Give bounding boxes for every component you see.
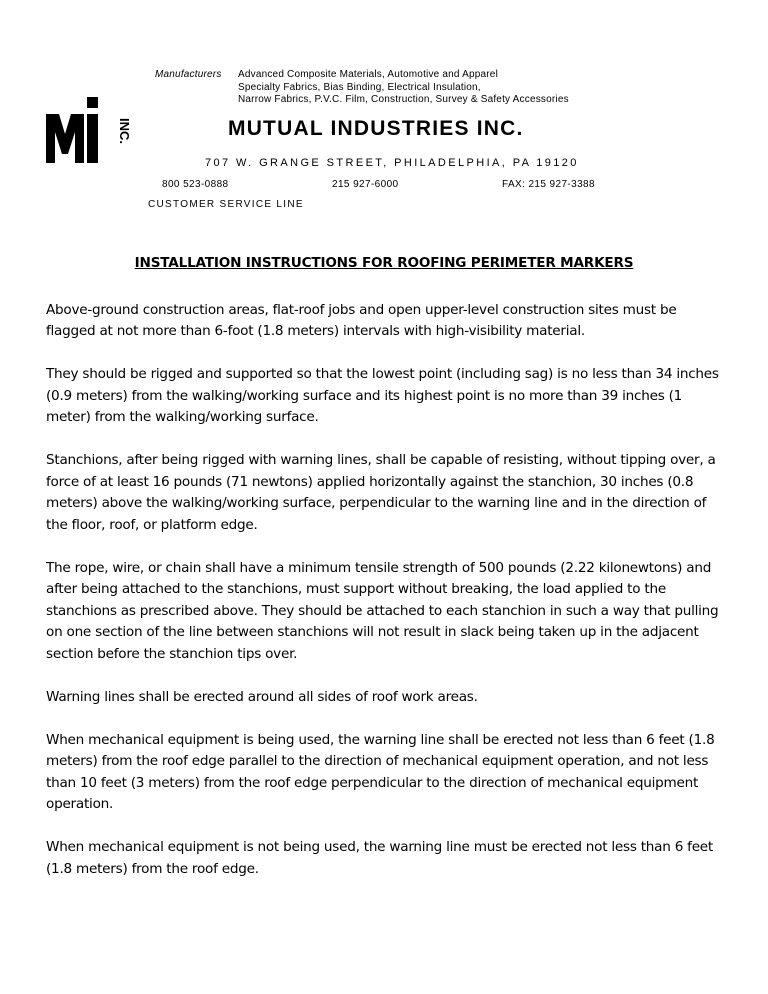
paragraph-mechanical-used: When mechanical equipment is being used, the warning line shall be erected not less than 6 feet (1.8 meters) from the roof edge parallel to the direction of mechanical equipment operation, and not less than 10 feet (3 meters) from the roof edge perpendicular to the direction of mechanical equipment operation. [46,731,715,812]
manufacturers-line: Specialty Fabrics, Bias Binding, Electrical Insulation, [238,81,481,93]
document-title: INSTALLATION INSTRUCTIONS FOR ROOFING PERIMETER MARKERS [134,255,634,271]
manufacturers-list [238,69,569,107]
paragraph-rigging-height: They should be rigged and supported so that the lowest point (including sag) is no less than 34 inches (0.9 meters) from the walking/working surface and its highest point is no more than 39 inches (1 meter) from the walking/working surface. [46,366,719,425]
paragraph-flagging: Above-ground construction areas, flat-roof jobs and open upper-level construction sites must be flagged at not more than 6-foot (1.8 meters) intervals with high-visibility material. [46,301,677,339]
logo-inc-text: INC. [117,118,132,144]
manufacturers-line: Advanced Composite Materials, Automotive and Apparel [238,69,498,80]
phone-number-local: 215 927-6000 [332,179,399,190]
manufacturers-label: Manufacturers [155,69,222,80]
company-name: MUTUAL INDUSTRIES INC. [228,117,524,140]
company-address: 707 W. GRANGE STREET, PHILADELPHIA, PA 19120 [205,157,579,169]
paragraph-stanchion-force: Stanchions, after being rigged with warning lines, shall be capable of resisting, without tipping over, a force of at least 16 pounds (71 newtons) applied horizontally against the stanchion, 30 inches (0.8 meters) above the walking/working surface, perpendicular to the warning line and in the direction of the floor, roof, or platform edge. [46,452,716,533]
company-logo [45,96,132,166]
manufacturers-line: Narrow Fabrics, P.V.C. Film, Construction, Survey & Safety Accessories [238,94,569,105]
logo-m-shape [46,114,84,163]
logo-i-stem [87,114,98,163]
letterhead [0,0,768,220]
paragraph-mechanical-not-used: When mechanical equipment is not being used, the warning line must be erected not less than 6 feet (1.8 meters) from the roof edge. [46,839,714,877]
phone-number-tollfree: 800 523-0888 [162,179,229,190]
customer-service-label: CUSTOMER SERVICE LINE [148,199,304,210]
logo-i-dot [87,97,98,108]
paragraph-tensile-strength: The rope, wire, or chain shall have a minimum tensile strength of 500 pounds (2.22 kilonewtons) and after being attached to the stanchions, must support without breaking, the load applied to the stanchions as prescribed above. They should be attached to each stanchion in such a way that pulling on one section of the line between stanchions will not result in slack being taken up in the adjacent section before the stanchion tips over. [46,559,719,662]
paragraph-all-sides: Warning lines shall be erected around all sides of roof work areas. [46,688,478,705]
document-body [46,253,722,902]
fax-number: FAX: 215 927-3388 [502,179,595,190]
